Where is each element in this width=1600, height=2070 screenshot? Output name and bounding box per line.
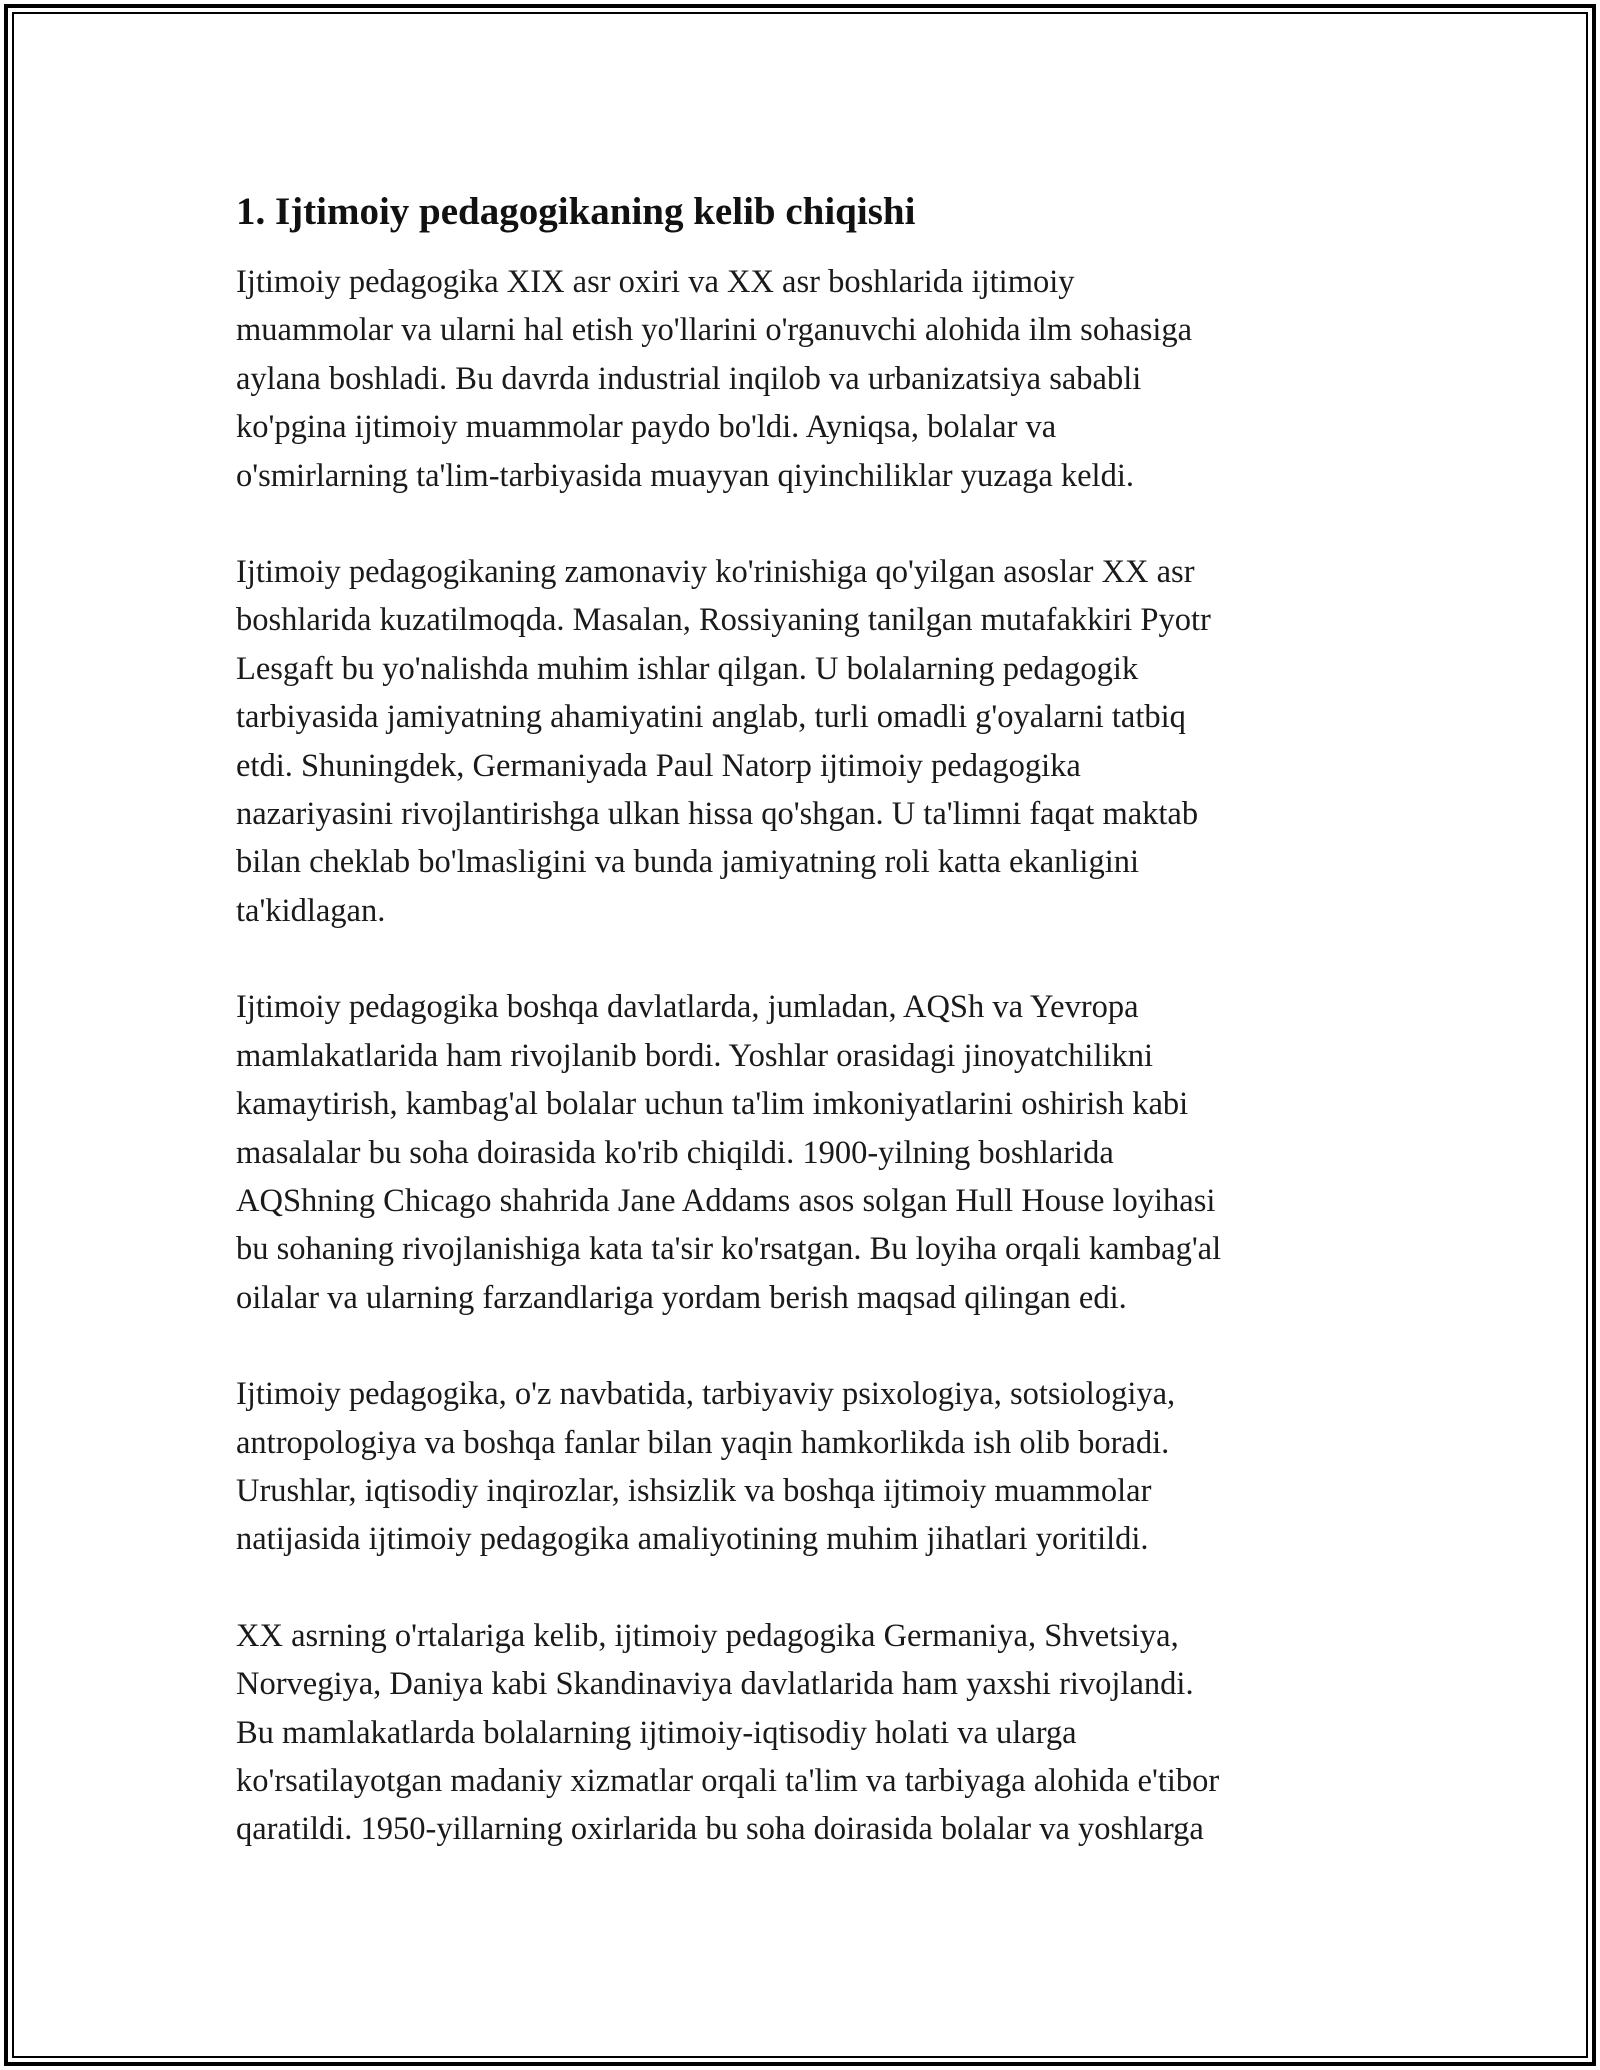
text-line: Ijtimoiy pedagogika XIX asr oxiri va XX asr boshlarida ijtimoiy: [236, 264, 1075, 300]
text-line: Ijtimoiy pedagogika, o'z navbatida, tarbiyaviy psixologiya, sotsiologiya,: [236, 1376, 1176, 1413]
text-line: ko'rsatilayotgan madaniy xizmatlar orqali ta'lim va tarbiyaga alohida e'tibor: [236, 1762, 1220, 1799]
section-title: 1. Ijtimoiy pedagogikaning kelib chiqishi: [236, 190, 916, 233]
text-line: oilalar va ularning farzandlariga yordam berish maqsad qilingan edi.: [236, 1279, 1127, 1316]
text-line: Norvegiya, Daniya kabi Skandinaviya davlatlarida ham yaxshi rivojlandi.: [236, 1666, 1194, 1703]
text-line: mamlakatlarida ham rivojlanib bordi. Yoshlar orasidagi jinoyatchilikni: [236, 1037, 1154, 1074]
text-line: AQShning Chicago shahrida Jane Addams asos solgan Hull House loyihasi: [236, 1182, 1216, 1219]
text-line: natijasida ijtimoiy pedagogika amaliyotining muhim jihatlari yoritildi.: [236, 1521, 1149, 1558]
text-line: qaratildi. 1950-yillarning oxirlarida bu soha doirasida bolalar va yoshlarga: [236, 1811, 1204, 1848]
text-line: Ijtimoiy pedagogika boshqa davlatlarda, jumladan, AQSh va Yevropa: [236, 989, 1139, 1026]
text-line: ta'kidlagan.: [236, 892, 386, 929]
text-line: Bu mamlakatlarda bolalarning ijtimoiy-iqtisodiy holati va ularga: [236, 1714, 1077, 1751]
paragraph-2: [236, 548, 1366, 935]
text-line: antropologiya va boshqa fanlar bilan yaqin hamkorlikda ish olib boradi.: [236, 1424, 1170, 1461]
paragraph-4: [236, 1370, 1366, 1564]
text-line: masalalar bu soha doirasida ko'rib chiqildi. 1900-yilning boshlarida: [236, 1134, 1114, 1171]
text-line: etdi. Shuningdek, Germaniyada Paul Natorp ijtimoiy pedagogika: [236, 747, 1081, 784]
text-line: Lesgaft bu yo'nalishda muhim ishlar qilgan. U bolalarning pedagogik: [236, 650, 1139, 687]
text-line: Urushlar, iqtisodiy inqirozlar, ishsizlik va boshqa ijtimoiy muammolar: [236, 1472, 1152, 1509]
text-line: boshlarida kuzatilmoqda. Masalan, Rossiyaning tanilgan mutafakkiri Pyotr: [236, 602, 1211, 639]
paragraph-5: [236, 1612, 1366, 1854]
text-line: bu sohaning rivojlanishiga kata ta'sir ko'rsatgan. Bu loyiha orqali kambag'al: [236, 1231, 1222, 1268]
text-line: ko'pgina ijtimoiy muammolar paydo bo'ldi. Ayniqsa, bolalar va: [236, 409, 1057, 446]
document-body: [236, 186, 1366, 1902]
paragraph-3: [236, 983, 1366, 1322]
text-line: bilan cheklab bo'lmasligini va bunda jamiyatning roli katta ekanligini: [236, 844, 1140, 881]
text-line: Ijtimoiy pedagogikaning zamonaviy ko'rinishiga qo'yilgan asoslar XX asr: [236, 554, 1195, 591]
text-line: kamaytirish, kambag'al bolalar uchun ta'lim imkoniyatlarini oshirish kabi: [236, 1086, 1189, 1123]
text-line: nazariyasini rivojlantirishga ulkan hissa qo'shgan. U ta'limni faqat maktab: [236, 796, 1199, 833]
text-line: tarbiyasida jamiyatning ahamiyatini anglab, turli omadli g'oyalarni tatbiq: [236, 699, 1186, 736]
text-line: muammolar va ularni hal etish yo'llarini o'rganuvchi alohida ilm sohasiga: [236, 312, 1193, 349]
text-line: aylana boshladi. Bu davrda industrial inqilob va urbanizatsiya sababli: [236, 360, 1142, 397]
text-line: o'smirlarning ta'lim-tarbiyasida muayyan qiyinchiliklar yuzaga keldi.: [236, 457, 1134, 494]
text-line: XX asrning o'rtalariga kelib, ijtimoiy pedagogika Germaniya, Shvetsiya,: [236, 1617, 1179, 1654]
paragraph-1: [236, 258, 1366, 500]
